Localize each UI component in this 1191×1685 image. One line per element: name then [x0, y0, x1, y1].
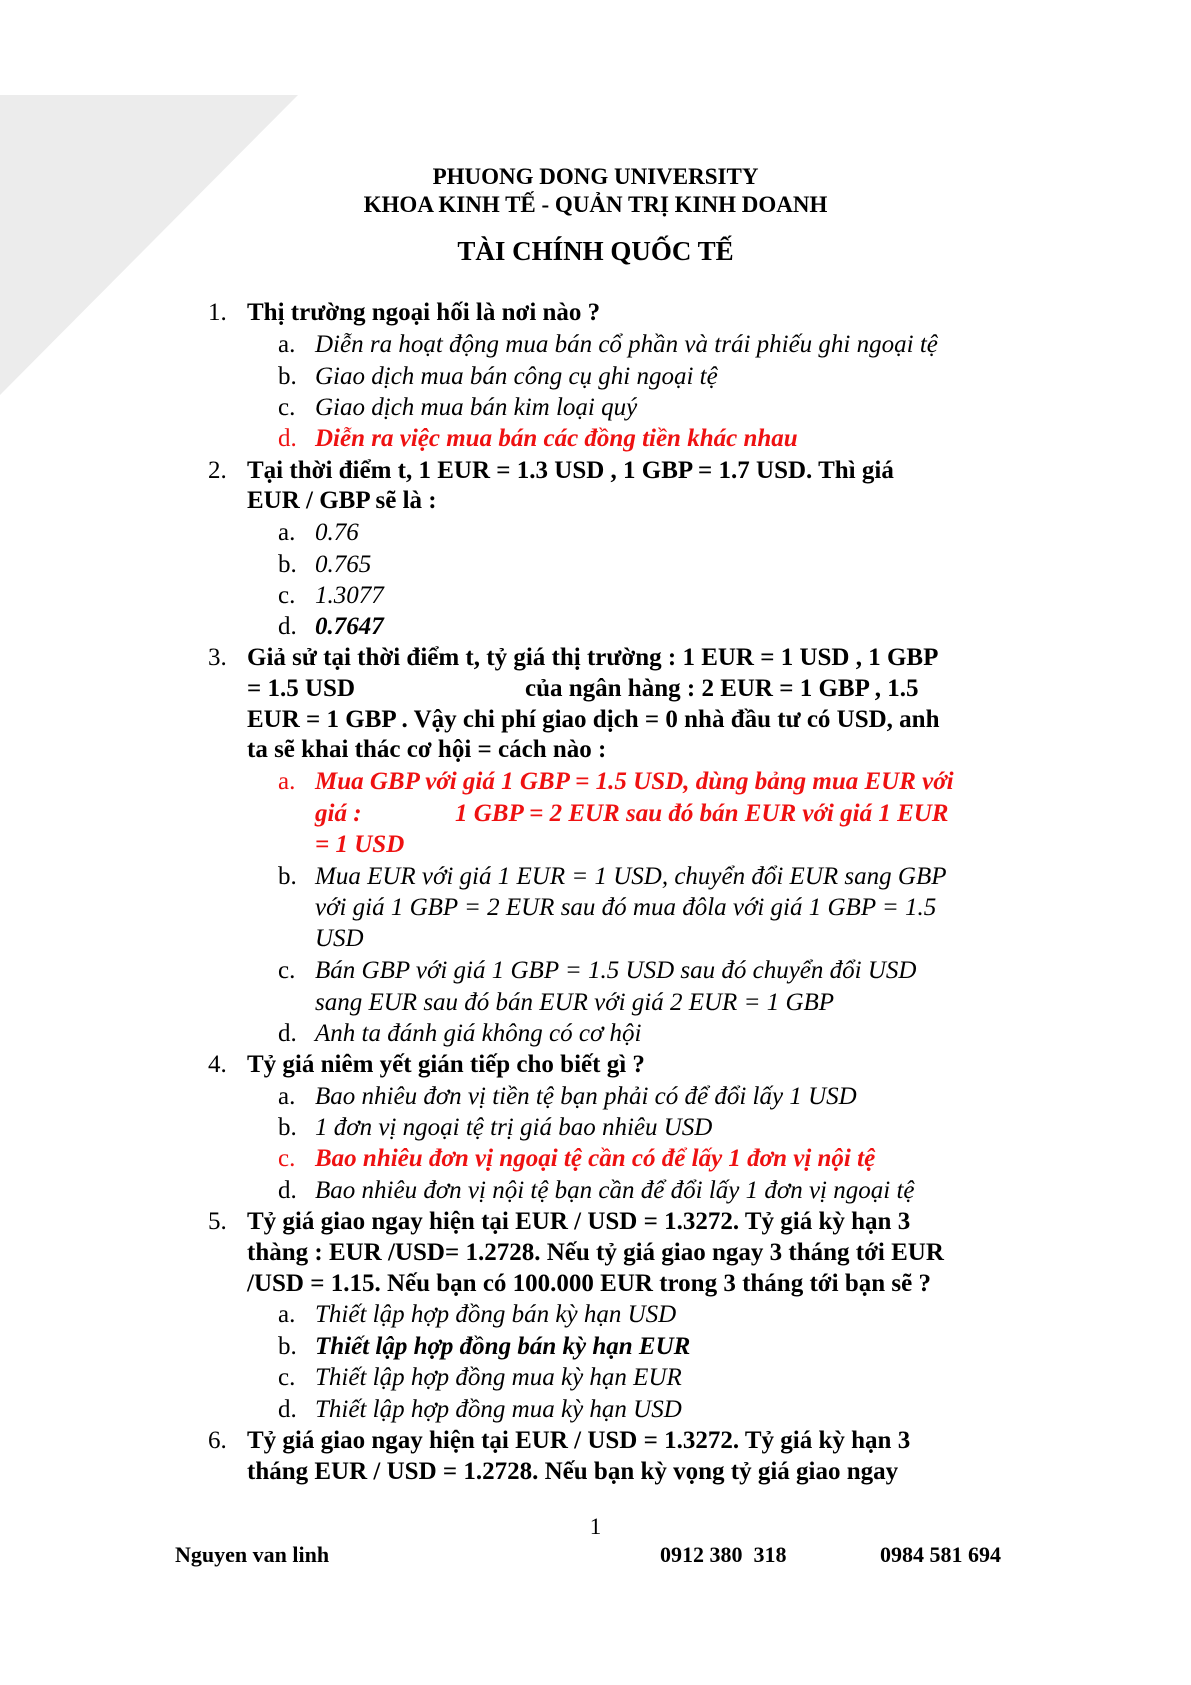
option-letter: a. — [278, 1301, 296, 1328]
option-letter: a. — [278, 768, 296, 795]
option-letter: b. — [278, 551, 297, 578]
option-text: 1 đơn vị ngoại tệ trị giá bao nhiêu USD — [315, 1114, 713, 1141]
question-text: của ngân hàng : 2 EUR = 1 GBP , 1.5 — [525, 675, 919, 702]
option-text: 0.76 — [315, 519, 359, 546]
option-letter: d. — [278, 1396, 297, 1423]
option-text: giá : — [315, 800, 362, 827]
option-letter: c. — [278, 1145, 296, 1172]
option-letter: b. — [278, 863, 297, 890]
option-letter: d. — [278, 1177, 297, 1204]
option-text: Thiết lập hợp đồng bán kỳ hạn USD — [315, 1301, 677, 1328]
option-letter: b. — [278, 1114, 297, 1141]
question-text: /USD = 1.15. Nếu bạn có 100.000 EUR trong 3 tháng tới bạn sẽ ? — [247, 1270, 931, 1297]
option-text: = 1 USD — [315, 831, 405, 858]
question-number: 5. — [208, 1208, 227, 1235]
question-text: Tỷ giá giao ngay hiện tại EUR / USD = 1.3272. Tỷ giá kỳ hạn 3 — [247, 1427, 911, 1454]
option-letter: d. — [278, 1020, 297, 1047]
footer-phone-1: 0912 380 318 — [660, 1542, 787, 1567]
question-number: 3. — [208, 644, 227, 671]
option-text: Bao nhiêu đơn vị ngoại tệ cần có để lấy 1 đơn vị nội tệ — [315, 1145, 876, 1172]
question-text: tháng EUR / USD = 1.2728. Nếu bạn kỳ vọng tỷ giá giao ngay — [247, 1458, 899, 1485]
university-name: PHUONG DONG UNIVERSITY — [432, 164, 759, 189]
option-letter: d. — [278, 613, 297, 640]
question-text: Thị trường ngoại hối là nơi nào ? — [247, 299, 601, 326]
footer-phone-2: 0984 581 694 — [880, 1542, 1001, 1567]
question-text: Giả sử tại thời điểm t, tỷ giá thị trường : 1 EUR = 1 USD , 1 GBP — [247, 644, 939, 671]
option-text: 1 GBP = 2 EUR sau đó bán EUR với giá 1 EUR — [455, 800, 949, 827]
option-text: Mua GBP với giá 1 GBP = 1.5 USD, dùng bảng mua EUR với — [315, 768, 954, 795]
option-text: USD — [315, 925, 364, 952]
option-text: 1.3077 — [315, 582, 384, 609]
option-letter: a. — [278, 331, 296, 358]
option-text: Diễn ra việc mua bán các đồng tiền khác nhau — [315, 425, 798, 452]
question-text: EUR = 1 GBP . Vậy chi phí giao dịch = 0 nhà đầu tư có USD, anh — [247, 706, 940, 733]
option-text: Anh ta đánh giá không có cơ hội — [315, 1020, 642, 1047]
question-text: EUR / GBP sẽ là : — [247, 487, 437, 514]
question-number: 6. — [208, 1427, 227, 1454]
option-text: 0.765 — [315, 551, 372, 578]
option-text: Bao nhiêu đơn vị nội tệ bạn cần để đổi lấy 1 đơn vị ngoại tệ — [315, 1177, 915, 1204]
question-text: thàng : EUR /USD= 1.2728. Nếu tỷ giá giao ngay 3 tháng tới EUR — [247, 1239, 944, 1266]
option-letter: b. — [278, 1333, 297, 1360]
question-text: Tỷ giá giao ngay hiện tại EUR / USD = 1.3272. Tỷ giá kỳ hạn 3 — [247, 1208, 911, 1235]
option-text: 0.7647 — [315, 613, 384, 640]
option-letter: c. — [278, 1364, 296, 1391]
question-number: 2. — [208, 457, 227, 484]
page-number: 1 — [589, 1514, 602, 1539]
option-text: sang EUR sau đó bán EUR với giá 2 EUR = 1 GBP — [315, 989, 835, 1016]
question-text: ta sẽ khai thác cơ hội = cách nào : — [247, 736, 607, 763]
option-letter: c. — [278, 394, 296, 421]
option-text: Thiết lập hợp đồng mua kỳ hạn EUR — [315, 1364, 682, 1391]
option-text: Giao dịch mua bán kim loại quý — [315, 394, 638, 421]
subject-title: TÀI CHÍNH QUỐC TẾ — [457, 236, 734, 266]
question-text: Tại thời điểm t, 1 EUR = 1.3 USD , 1 GBP = 1.7 USD. Thì giá — [247, 457, 894, 484]
option-text: Diễn ra hoạt động mua bán cổ phần và trái phiếu ghi ngoại tệ — [315, 331, 938, 358]
question-number: 4. — [208, 1051, 227, 1078]
option-text: Thiết lập hợp đồng bán kỳ hạn EUR — [315, 1333, 691, 1360]
footer-author: Nguyen van linh — [175, 1542, 330, 1567]
option-text: Thiết lập hợp đồng mua kỳ hạn USD — [315, 1396, 682, 1423]
option-letter: a. — [278, 1083, 296, 1110]
option-letter: b. — [278, 363, 297, 390]
question-number: 1. — [208, 299, 227, 326]
option-text: với giá 1 GBP = 2 EUR sau đó mua đôla với giá 1 GBP = 1.5 — [315, 894, 937, 921]
option-text: Mua EUR với giá 1 EUR = 1 USD, chuyển đổi EUR sang GBP — [315, 863, 947, 890]
option-text: Bán GBP với giá 1 GBP = 1.5 USD sau đó chuyển đổi USD — [315, 957, 917, 984]
faculty-name: KHOA KINH TẾ - QUẢN TRỊ KINH DOANH — [363, 192, 828, 217]
option-text: Bao nhiêu đơn vị tiền tệ bạn phải có để đổi lấy 1 USD — [315, 1083, 857, 1110]
question-text: = 1.5 USD — [247, 675, 356, 702]
option-letter: a. — [278, 519, 296, 546]
option-letter: c. — [278, 957, 296, 984]
question-text: Tỷ giá niêm yết gián tiếp cho biết gì ? — [247, 1051, 645, 1078]
option-letter: c. — [278, 582, 296, 609]
option-text: Giao dịch mua bán công cụ ghi ngoại tệ — [315, 363, 718, 390]
option-letter: d. — [278, 425, 297, 452]
